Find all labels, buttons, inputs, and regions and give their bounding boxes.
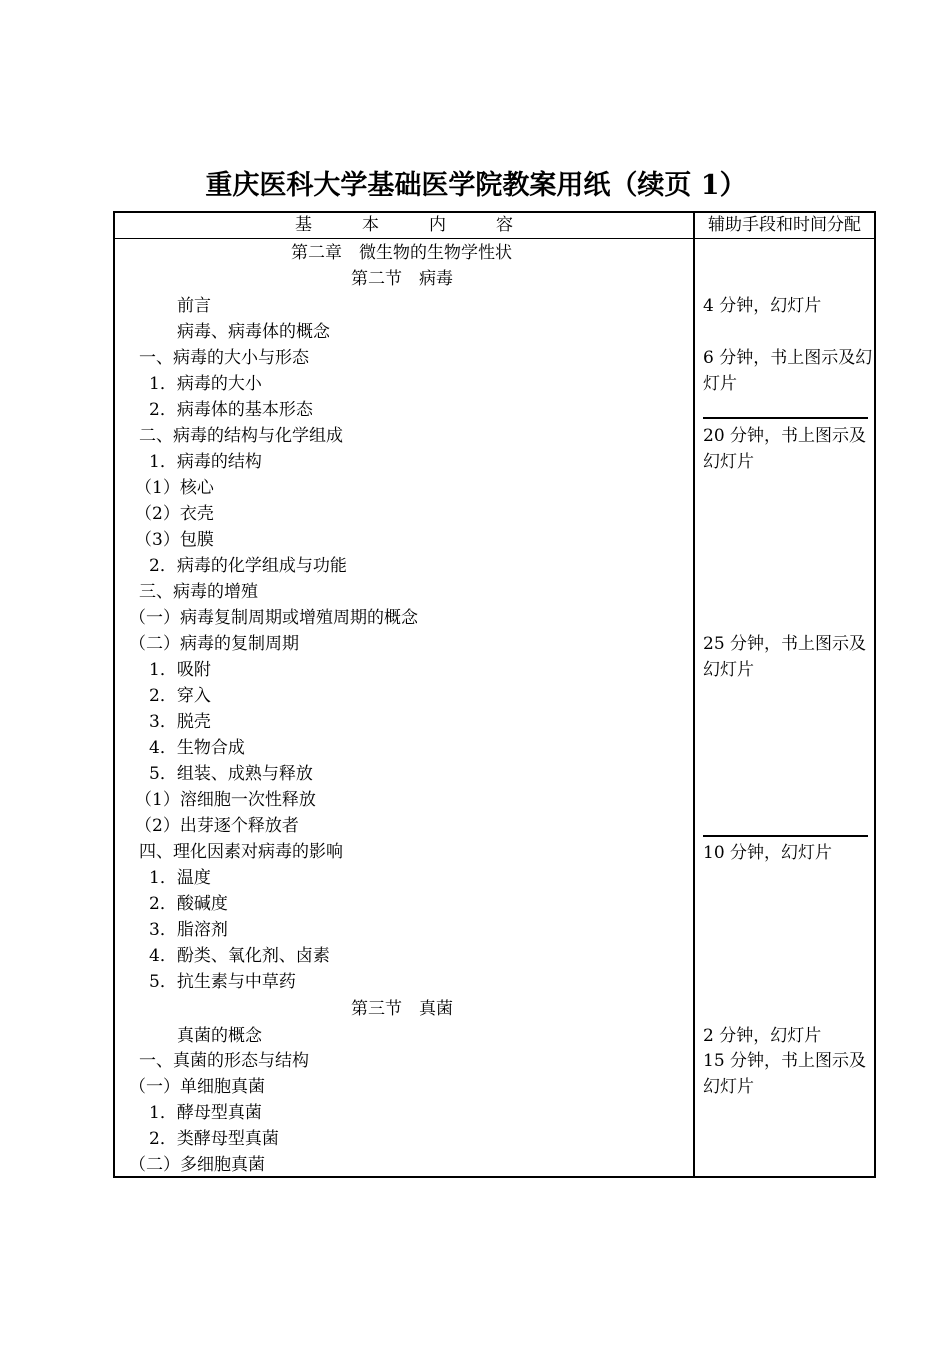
content-line: 4．生物合成 (149, 738, 245, 758)
content-line: 二、病毒的结构与化学组成 (139, 426, 343, 446)
time-note: 6 分钟，书上图示及幻 (703, 348, 873, 368)
content-line: 2．酸碱度 (149, 894, 228, 914)
content-line: 1．病毒的结构 (149, 452, 262, 472)
content-line: 病毒、病毒体的概念 (177, 322, 330, 342)
content-line: 1．温度 (149, 868, 211, 888)
content-line: （二）多细胞真菌 (129, 1155, 265, 1175)
content-line: 3．脂溶剂 (149, 920, 228, 940)
content-line: 前言 (177, 296, 211, 316)
note-divider (703, 835, 868, 837)
time-note: 20 分钟，书上图示及 (703, 426, 867, 446)
time-note: 15 分钟，书上图示及 (703, 1051, 867, 1071)
header-char: 基 (295, 215, 312, 235)
content-line: 2．病毒体的基本形态 (149, 400, 313, 420)
content-line: 4．酚类、氧化剂、卤素 (149, 946, 330, 966)
section-heading: 第二节 病毒 (351, 269, 453, 289)
header-content (115, 213, 693, 238)
time-note: 2 分钟，幻灯片 (703, 1026, 822, 1046)
section-heading: 第三节 真菌 (351, 999, 453, 1019)
content-line: 2．病毒的化学组成与功能 (149, 556, 347, 576)
time-note: 幻灯片 (703, 1077, 754, 1097)
content-line: （一）病毒复制周期或增殖周期的概念 (129, 608, 418, 628)
content-line: 三、病毒的增殖 (139, 582, 258, 602)
time-note: 4 分钟，幻灯片 (703, 296, 822, 316)
header-divider (115, 238, 874, 239)
content-line: 一、真菌的形态与结构 (139, 1051, 309, 1071)
content-line: 1．吸附 (149, 660, 211, 680)
content-line: 3．脱壳 (149, 712, 211, 732)
header-char: 内 (429, 215, 446, 235)
lesson-plan-table (113, 211, 876, 1178)
content-line: 四、理化因素对病毒的影响 (139, 842, 343, 862)
content-line: 1．酵母型真菌 (149, 1103, 262, 1123)
content-line: （1）核心 (135, 478, 214, 498)
content-line: （2）出芽逐个释放者 (135, 816, 299, 836)
content-line: （二）病毒的复制周期 (129, 634, 299, 654)
content-line: （1）溶细胞一次性释放 (135, 790, 316, 810)
time-note: 灯片 (703, 374, 737, 394)
content-line: 真菌的概念 (177, 1026, 262, 1046)
content-line: 2．类酵母型真菌 (149, 1129, 279, 1149)
header-char: 容 (496, 215, 513, 235)
content-line: （2）衣壳 (135, 504, 214, 524)
document-title: 重庆医科大学基础医学院教案用纸（续页 1） (205, 170, 747, 201)
header-aids: 辅助手段和时间分配 (708, 215, 861, 235)
time-note: 10 分钟，幻灯片 (703, 843, 833, 863)
time-note: 25 分钟，书上图示及 (703, 634, 867, 654)
content-line: （3）包膜 (135, 530, 214, 550)
header-char: 本 (362, 215, 379, 235)
content-line: 一、病毒的大小与形态 (139, 348, 309, 368)
content-line: （一）单细胞真菌 (129, 1077, 265, 1097)
note-divider (703, 417, 868, 419)
time-note: 幻灯片 (703, 452, 754, 472)
content-line: 2．穿入 (149, 686, 211, 706)
column-divider (693, 213, 695, 1176)
chapter-heading: 第二章 微生物的生物学性状 (291, 243, 512, 263)
content-line: 5．抗生素与中草药 (149, 972, 296, 992)
content-line: 1．病毒的大小 (149, 374, 262, 394)
time-note: 幻灯片 (703, 660, 754, 680)
content-line: 5．组装、成熟与释放 (149, 764, 313, 784)
